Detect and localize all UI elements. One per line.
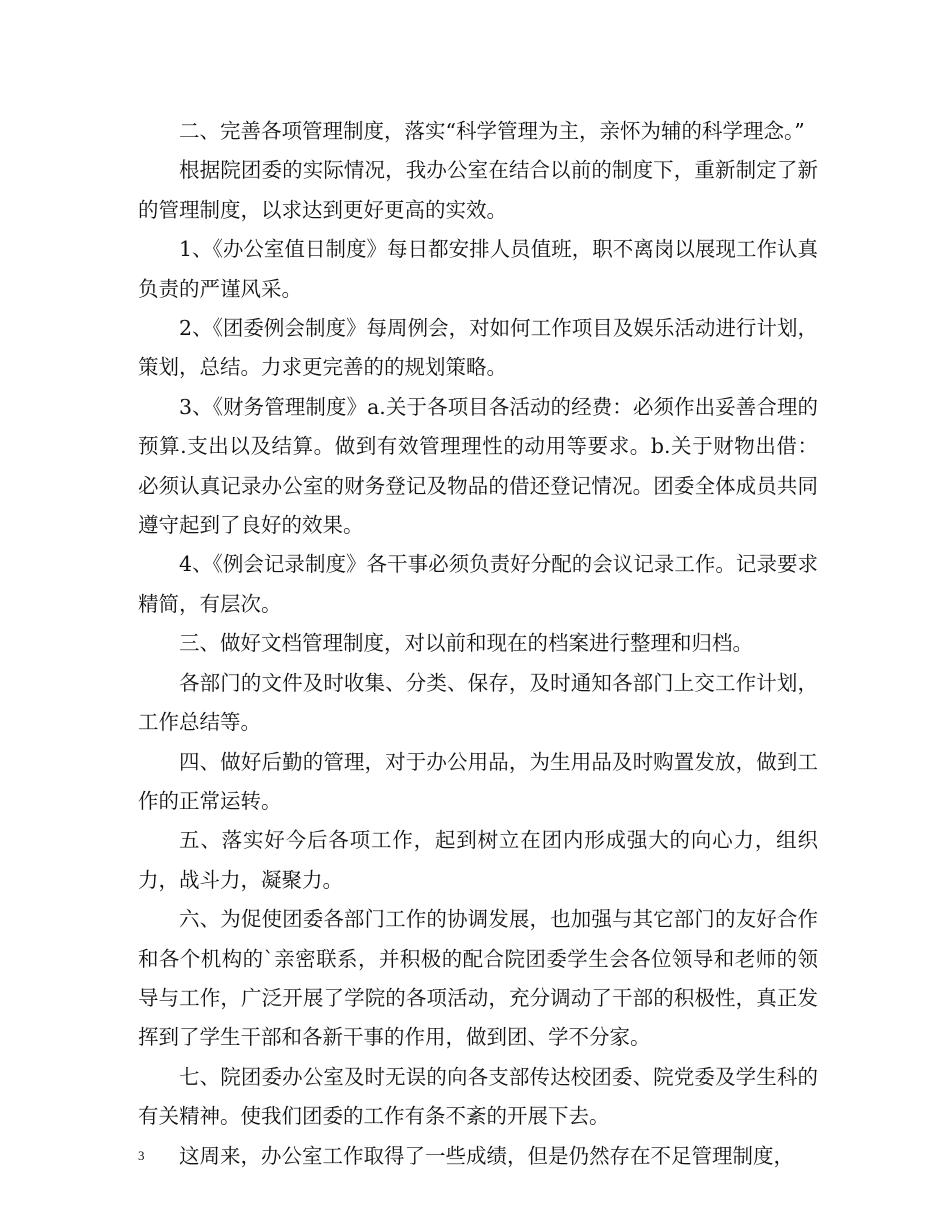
paragraph-duty-rule: 1、《办公室值日制度》每日都安排人员值班，职不离岗以展现工作认真负责的严谨风采。	[138, 237, 818, 301]
paragraph-section-three-heading: 三、做好文档管理制度，对以前和现在的档案进行整理和归档。	[179, 631, 753, 656]
paragraph-section-seven: 七、院团委办公室及时无误的向各支部传达校团委、院党委及学生科的有关精神。使我们团委的工作有条不紊的开展下去。	[138, 1064, 818, 1129]
page-number: 3	[138, 1148, 145, 1163]
paragraph-summary: 这周来，办公室工作取得了一些成绩，但是仍然存在不足管理制度，	[179, 1143, 794, 1168]
paragraph-minutes-rule: 4、《例会记录制度》各干事必须负责好分配的会议记录工作。记录要求精简，有层次。	[138, 552, 818, 616]
paragraph-section-five: 五、落实好今后各项工作，起到树立在团内形成强大的向心力，组织力，战斗力，凝聚力。	[138, 828, 818, 892]
document-body	[138, 112, 818, 1176]
paragraph-section-two-heading: 二、完善各项管理制度，落实“科学管理为主，亲怀为辅的科学理念。”	[179, 119, 805, 143]
paragraph-meeting-rule: 2、《团委例会制度》每周例会，对如何工作项目及娱乐活动进行计划，策划，总结。力求更完善的的规划策略。	[138, 316, 818, 380]
paragraph-finance-rule: 3、《财务管理制度》a.关于各项目各活动的经费：必须作出妥善合理的预算.支出以及结算。做到有效管理理性的动用等要求。b.关于财物出借：必须认真记录办公室的财务登记及物品的借还登记情况。团委全体成员共同遵守起到了良好的效果。	[138, 394, 818, 538]
paragraph-file-collection: 各部门的文件及时收集、分类、保存，及时通知各部门上交工作计划，工作总结等。	[138, 670, 818, 735]
paragraph-intro: 根据院团委的实际情况，我办公室在结合以前的制度下，重新制定了新的管理制度，以求达到更好更高的实效。	[138, 158, 818, 222]
paragraph-section-four: 四、做好后勤的管理，对于办公用品，为生用品及时购置发放，做到工作的正常运转。	[138, 749, 818, 813]
paragraph-section-six: 六、为促使团委各部门工作的协调发展，也加强与其它部门的友好合作和各个机构的`亲密联系，并积极的配合院团委学生会各位领导和老师的领导与工作，广泛开展了学院的各项活动，充分调动了干部的积极性，真正发挥到了学生干部和各新干事的作用，做到团、学不分家。	[138, 907, 818, 1050]
